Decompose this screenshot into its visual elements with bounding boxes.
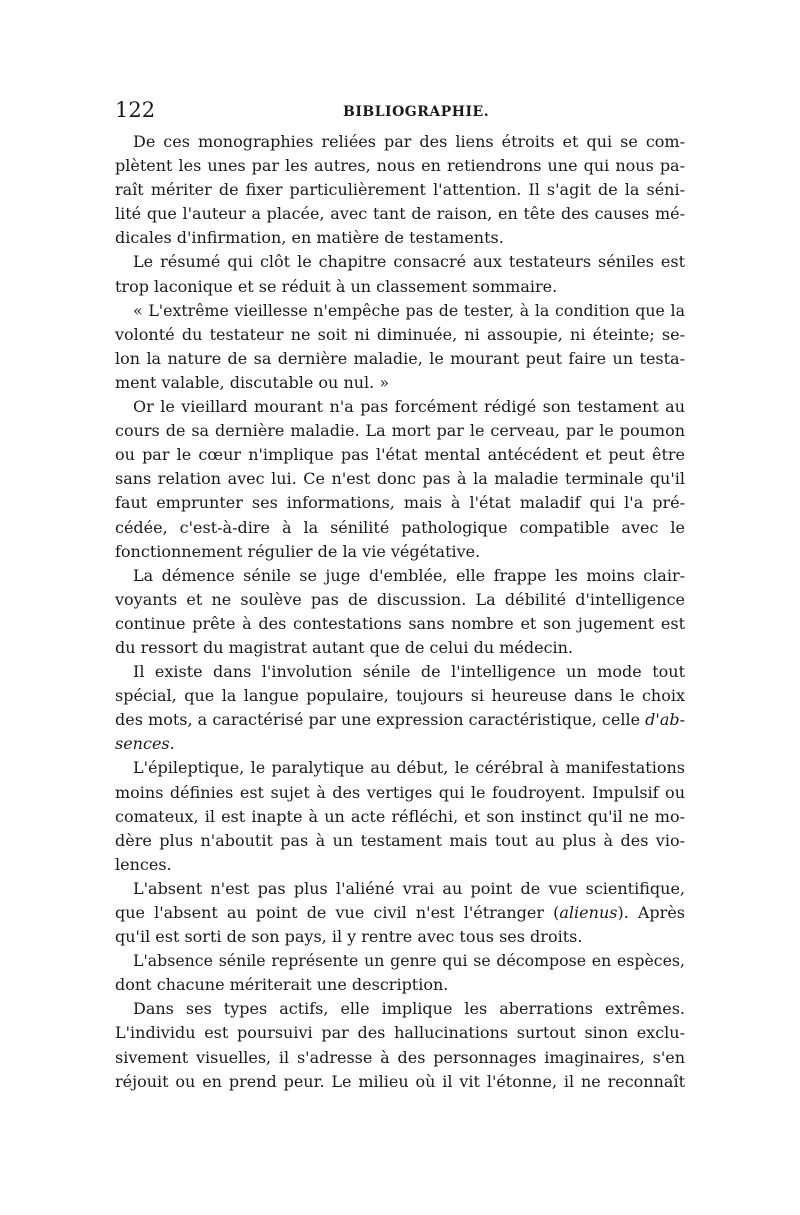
- text-run: moins définies est sujet à des vertiges qui le foudroyent. Impulsif ou: [115, 782, 685, 802]
- text-line: [115, 612, 685, 636]
- text-line: [115, 467, 685, 491]
- text-run: comateux, il est inapte à un acte réfléchi, et son instinct qu'il ne mo-: [115, 806, 685, 826]
- text-run: Il existe dans l'involution sénile de l'intelligence un mode tout: [133, 662, 685, 682]
- text-line: [115, 973, 685, 997]
- text-run: faut emprunter ses informations, mais à l'état maladif qui l'a pré-: [115, 493, 685, 513]
- text-line: [115, 564, 685, 588]
- text-line: [115, 781, 685, 805]
- text-run: raît mériter de fixer particulièrement l'attention. Il s'agit de la séni-: [115, 180, 685, 200]
- text-line: [115, 805, 685, 829]
- body-text: [115, 130, 685, 1094]
- text-run: plètent les unes par les autres, nous en retiendrons une qui nous pa-: [115, 156, 685, 176]
- running-head: [115, 98, 685, 126]
- text-line: [115, 708, 685, 732]
- text-run: qu'il est sorti de son pays, il y rentre avec tous ses droits.: [115, 927, 583, 947]
- text-line: [115, 1021, 685, 1045]
- text-line: [115, 323, 685, 347]
- text-run: lon la nature de sa dernière maladie, le mourant peut faire un testa-: [115, 348, 685, 368]
- text-line: [115, 516, 685, 540]
- text-run: spécial, que la langue populaire, toujours si heureuse dans le choix: [115, 686, 685, 706]
- text-run: voyants et ne soulève pas de discussion. La débilité d'intelligence: [115, 589, 685, 609]
- text-run: dère plus n'aboutit pas à un testament mais tout au plus à des vio-: [115, 830, 685, 850]
- text-line: [115, 178, 685, 202]
- text-line: [115, 1046, 685, 1070]
- text-line: [115, 853, 685, 877]
- text-line: [115, 949, 685, 973]
- text-line: [115, 250, 685, 274]
- text-run: ment valable, discutable ou nul. »: [115, 372, 390, 392]
- text-run: L'individu est poursuivi par des hallucinations surtout sinon exclu-: [115, 1023, 685, 1043]
- page-number: 122: [115, 98, 156, 122]
- text-run: L'absent n'est pas plus l'aliéné vrai au point de vue scientifique,: [133, 878, 685, 898]
- text-run: trop laconique et se réduit à un classement sommaire.: [115, 276, 558, 296]
- text-line: [115, 877, 685, 901]
- text-line: [115, 202, 685, 226]
- text-run: continue prête à des contestations sans nombre et son jugement est: [115, 613, 685, 633]
- text-run: fonctionnement régulier de la vie végétative.: [115, 541, 481, 561]
- italic-term: sences.: [115, 734, 175, 754]
- text-run: L'épileptique, le paralytique au début, le cérébral à manifestations: [133, 758, 685, 778]
- text-line: [115, 997, 685, 1021]
- text-run: L'absence sénile représente un genre qui se décompose en espèces,: [133, 951, 685, 971]
- text-line: [115, 636, 685, 660]
- text-line: [115, 901, 685, 925]
- text-run: Le résumé qui clôt le chapitre consacré aux testateurs séniles est: [133, 252, 685, 272]
- book-page: [115, 98, 685, 1094]
- text-line: [115, 154, 685, 178]
- text-run: dicales d'infirmation, en matière de testaments.: [115, 228, 504, 248]
- italic-term: alienus: [559, 903, 618, 922]
- text-line: [115, 829, 685, 853]
- text-line: [115, 419, 685, 443]
- running-title: BIBLIOGRAPHIE.: [343, 104, 490, 120]
- text-line: [115, 395, 685, 419]
- text-line: [115, 684, 685, 708]
- text-line: [115, 371, 685, 395]
- text-line: [115, 588, 685, 612]
- text-run: ou par le cœur n'implique pas l'état mental antécédent et peut être: [115, 445, 685, 465]
- text-line: [115, 299, 685, 323]
- text-run: que l'absent au point de vue civil n'est l'étranger (: [115, 903, 560, 922]
- text-run: La démence sénile se juge d'emblée, elle frappe les moins clair-: [133, 565, 685, 585]
- text-run: Or le vieillard mourant n'a pas forcément rédigé son testament au: [133, 397, 685, 417]
- text-line: [115, 540, 685, 564]
- text-line: [115, 443, 685, 467]
- text-run: cédée, c'est-à-dire à la sénilité pathologique compatible avec le: [115, 517, 685, 537]
- text-run: lences.: [115, 854, 172, 874]
- text-run: De ces monographies reliées par des liens étroits et qui se com-: [133, 132, 685, 151]
- text-line: [115, 1070, 685, 1094]
- text-run: ). Après: [617, 903, 686, 922]
- text-run: du ressort du magistrat autant que de celui du médecin.: [115, 637, 574, 657]
- text-run: sans relation avec lui. Ce n'est donc pas à la maladie terminale qu'il: [115, 469, 685, 489]
- text-run: Dans ses types actifs, elle implique les aberrations extrêmes.: [133, 999, 685, 1019]
- text-run: lité que l'auteur a placée, avec tant de raison, en tête des causes mé-: [115, 204, 685, 224]
- text-run: cours de sa dernière maladie. La mort par le cerveau, par le poumon: [115, 421, 685, 441]
- text-run: volonté du testateur ne soit ni diminuée, ni assoupie, ni éteinte; se-: [115, 324, 685, 344]
- text-line: [115, 732, 685, 756]
- text-line: [115, 756, 685, 780]
- text-line: [115, 275, 685, 299]
- text-line: [115, 660, 685, 684]
- text-run: sivement visuelles, il s'adresse à des personnages imaginaires, s'en: [115, 1047, 685, 1067]
- text-run: réjouit ou en prend peur. Le milieu où il vit l'étonne, il ne reconnaît: [115, 1071, 685, 1091]
- text-run: « L'extrême vieillesse n'empêche pas de tester, à la condition que la: [133, 300, 685, 320]
- text-line: [115, 491, 685, 515]
- text-run: dont chacune mériterait une description.: [115, 975, 449, 995]
- text-run: des mots, a caractérisé par une expression caractéristique, celle: [115, 710, 646, 730]
- text-line: [115, 925, 685, 949]
- italic-term: d'ab-: [645, 710, 685, 730]
- text-line: [115, 347, 685, 371]
- text-line: [115, 130, 685, 154]
- text-line: [115, 226, 685, 250]
